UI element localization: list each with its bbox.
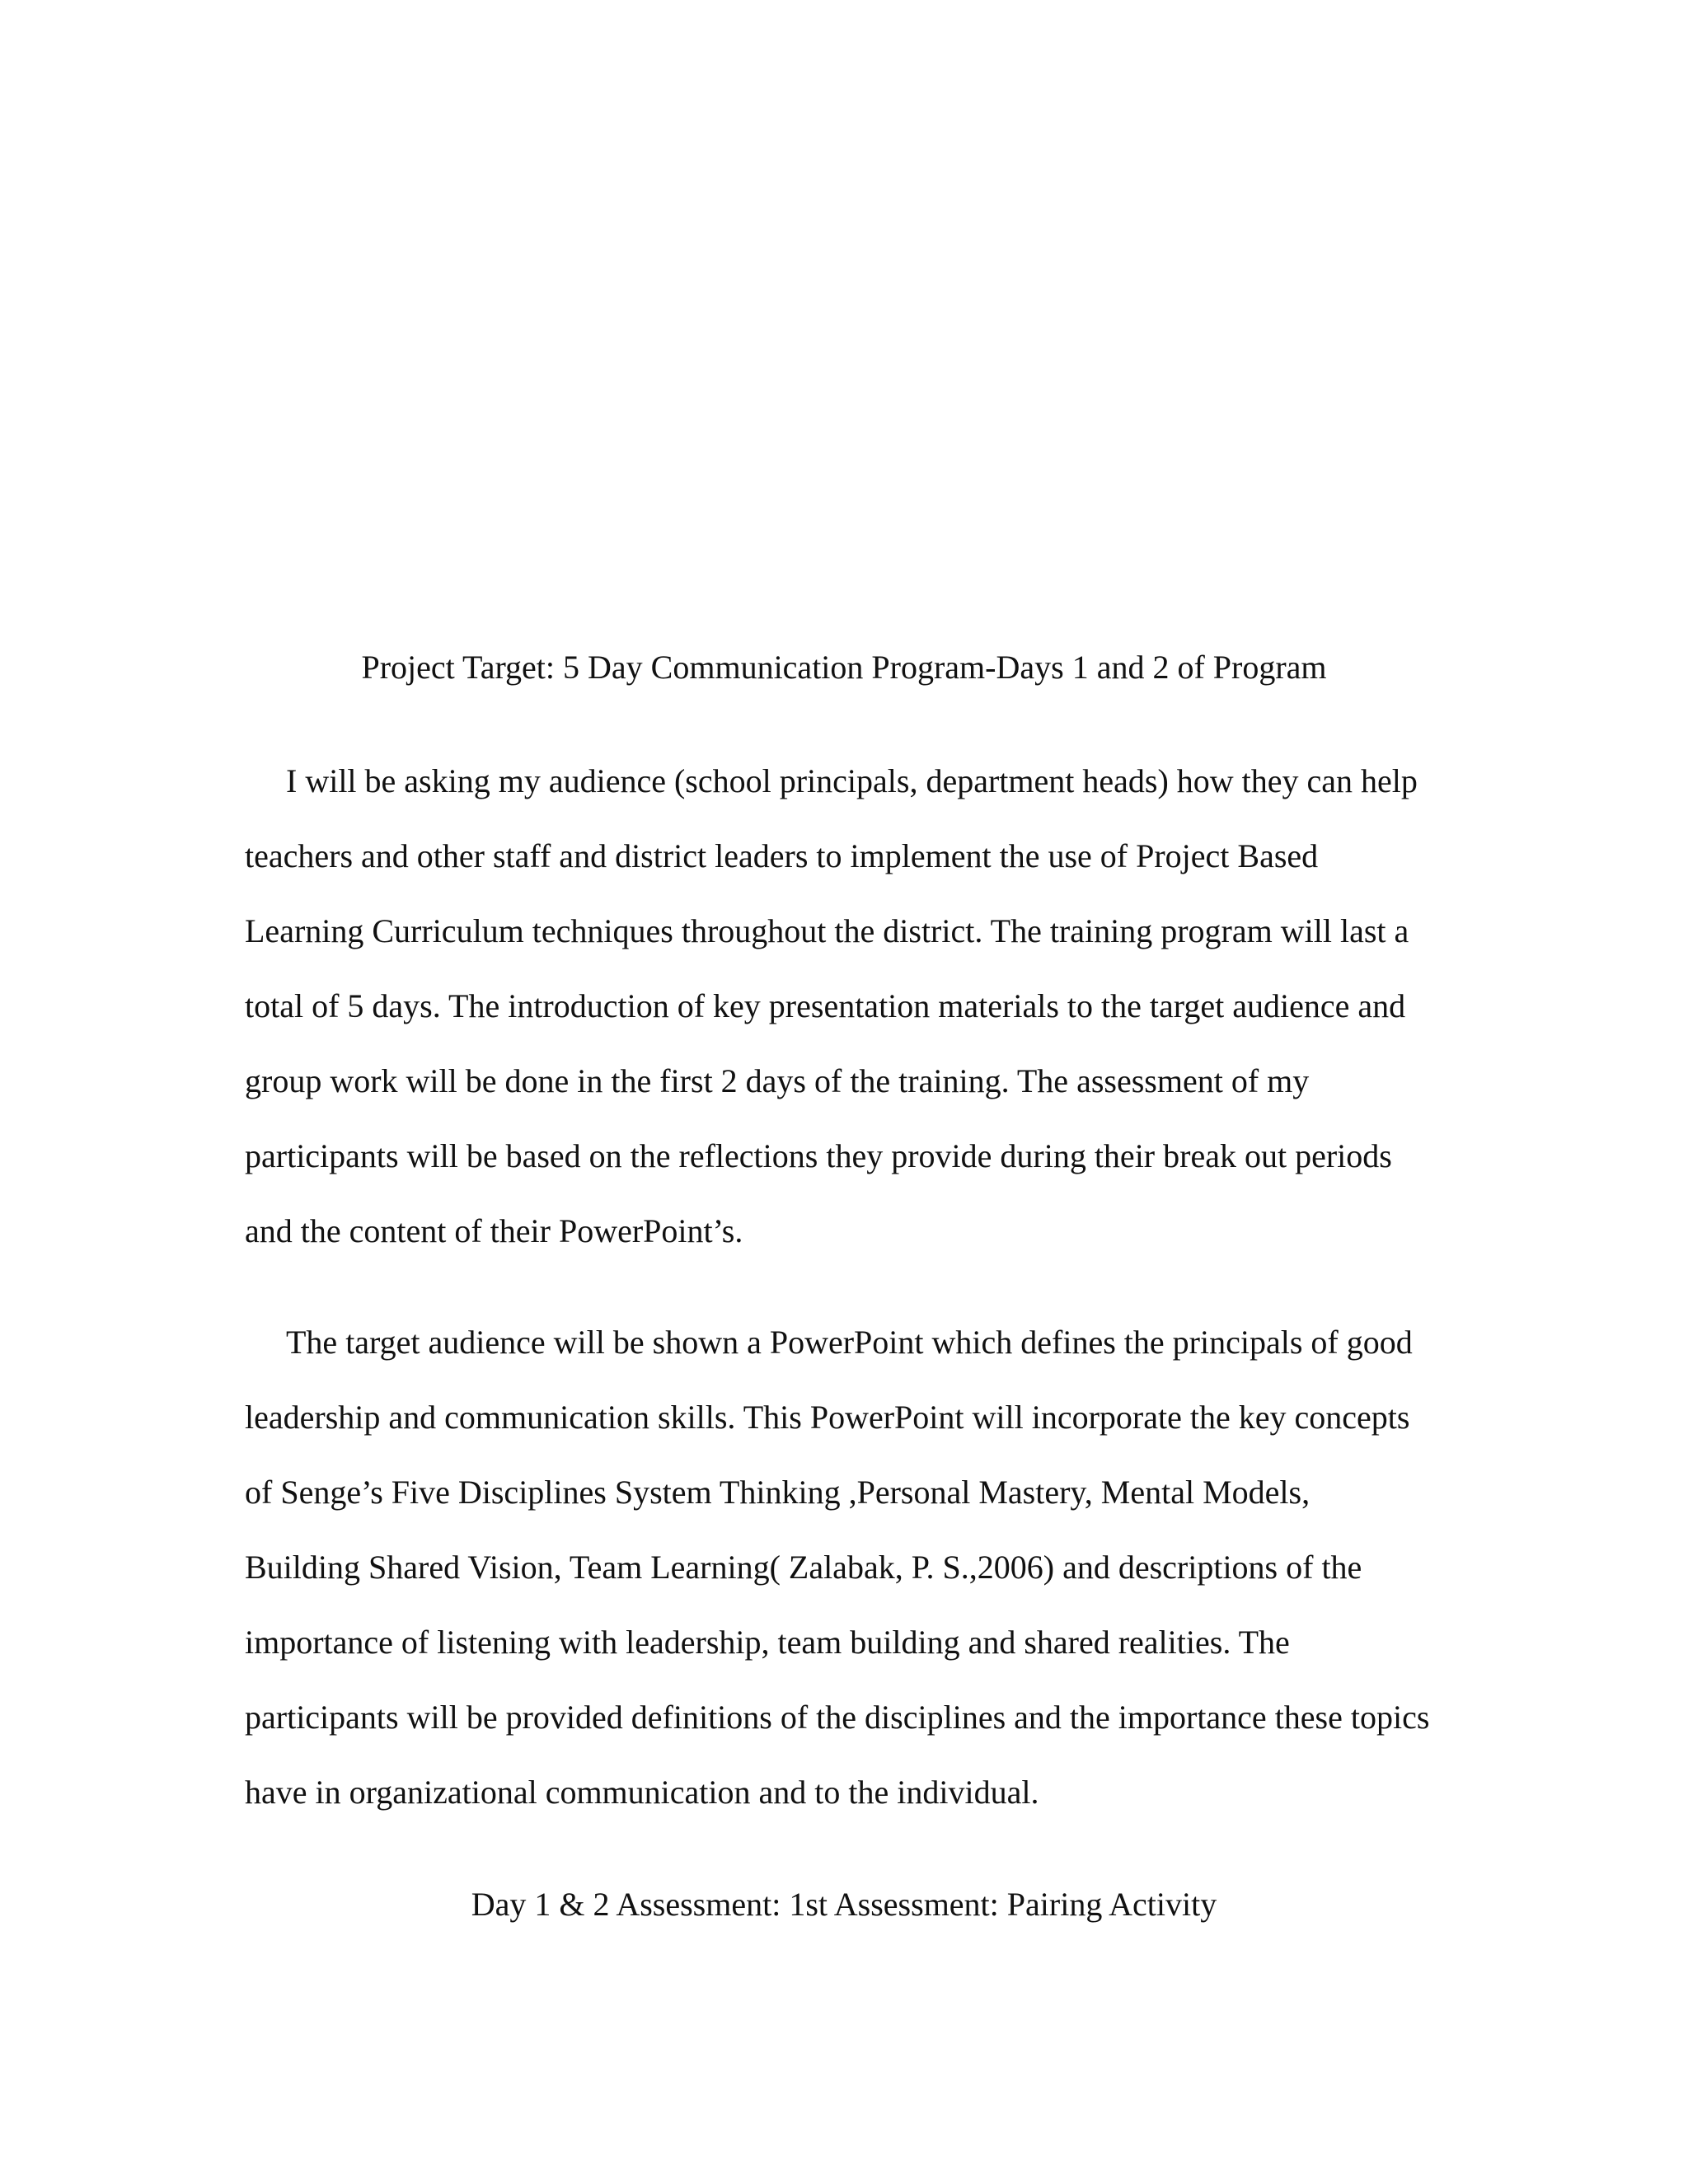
- paragraph-2-line: The target audience will be shown a PowerPoint which defines the principals of good: [286, 1324, 1413, 1361]
- paragraph-1-line: Learning Curriculum techniques throughout the district. The training program will last a: [245, 912, 1409, 949]
- assessment-subheading: Day 1 & 2 Assessment: 1st Assessment: Pairing Activity: [471, 1886, 1217, 1923]
- paragraph-2-line: have in organizational communication and to the individual.: [245, 1774, 1039, 1811]
- paragraph-2-line: Building Shared Vision, Team Learning( Zalabak, P. S.,2006) and descriptions of the: [245, 1549, 1362, 1586]
- paragraph-1-line: teachers and other staff and district leaders to implement the use of Project Based: [245, 837, 1319, 874]
- paragraph-1-line: total of 5 days. The introduction of key presentation materials to the target audience and: [245, 987, 1406, 1024]
- paragraph-2-line: importance of listening with leadership, team building and shared realities. The: [245, 1624, 1290, 1661]
- paragraph-1-line: group work will be done in the first 2 days of the training. The assessment of my: [245, 1062, 1310, 1099]
- paragraph-1-line: and the content of their PowerPoint’s.: [245, 1212, 743, 1249]
- paragraph-1-line: I will be asking my audience (school principals, department heads) how they can help: [286, 762, 1418, 799]
- paragraph-2-line: of Senge’s Five Disciplines System Thinking ,Personal Mastery, Mental Models,: [245, 1474, 1311, 1511]
- paragraph-1-line: participants will be based on the reflections they provide during their break out periods: [245, 1137, 1392, 1174]
- paragraph-2-line: participants will be provided definitions of the disciplines and the importance these topics: [245, 1699, 1430, 1736]
- document-heading: Project Target: 5 Day Communication Program-Days 1 and 2 of Program: [361, 649, 1327, 686]
- paragraph-2-line: leadership and communication skills. This PowerPoint will incorporate the key concepts: [245, 1399, 1410, 1436]
